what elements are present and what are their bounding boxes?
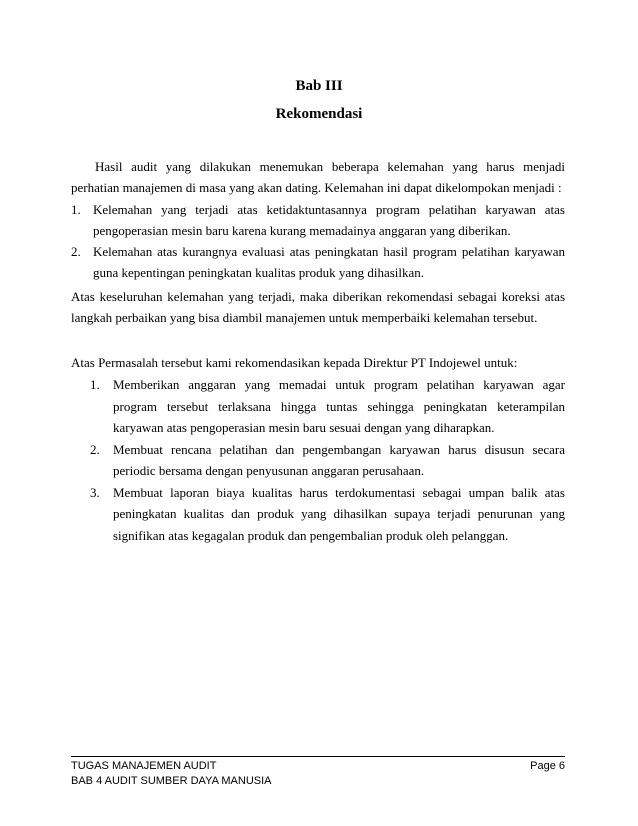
chapter-heading: Bab III bbox=[295, 78, 343, 94]
list-number: 3. bbox=[90, 484, 100, 500]
list-item bbox=[90, 482, 565, 547]
list-item-text: Kelemahan yang terjadi atas ketidaktuntasannya program pelatihan karyawan atas pengoperasian mesin baru karena kurang memadainya anggaran yang diberikan. bbox=[93, 202, 565, 238]
chapter-title: Rekomendasi bbox=[275, 106, 363, 122]
list-number: 2. bbox=[90, 441, 100, 457]
recommendation-intro: Atas Permasalah tersebut kami rekomendasikan kepada Direktur PT Indojewel untuk: bbox=[71, 355, 518, 370]
list-number: 2. bbox=[71, 244, 81, 259]
footer-course-title: TUGAS MANAJEMEN AUDIT bbox=[71, 760, 217, 772]
list-number: 1. bbox=[71, 202, 81, 217]
page-number: Page 6 bbox=[530, 760, 565, 772]
list-item bbox=[90, 374, 565, 439]
list-item-text: Memberikan anggaran yang memadai untuk program pelatihan karyawan agar program tersebut terlaksana hingga tuntas sehingga peningkatan keterampilan karyawan atas pengoperasian mesin baru sesuai dengan yang diharapkan. bbox=[113, 377, 565, 435]
list-item-text: Membuat rencana pelatihan dan pengembangan karyawan harus disusun secara periodic bersama dengan penyusunan anggaran perusahaan. bbox=[113, 441, 565, 478]
list-item bbox=[71, 199, 565, 241]
recommendation-list bbox=[90, 374, 565, 546]
intro-paragraph: Hasil audit yang dilakukan menemukan beberapa kelemahan yang harus menjadi perhatian manajemen di masa yang akan dating. Kelemahan ini dapat dikelompokan menjadi : bbox=[71, 159, 565, 195]
summary-paragraph: Atas keseluruhan kelemahan yang terjadi, maka diberikan rekomendasi sebagai koreksi atas langkah perbaikan yang bisa diambil manajemen untuk memperbaiki kelemahan tersebut. bbox=[71, 289, 565, 325]
weakness-list bbox=[71, 199, 565, 283]
footer-divider bbox=[71, 756, 565, 757]
list-item bbox=[71, 241, 565, 283]
list-item-text: Membuat laporan biaya kualitas harus terdokumentasi sebagai umpan balik atas peningkatan kualitas dan produk yang dihasilkan supaya terjadi penurunan yang signifikan atas kegagalan produk dan pengembalian produk oleh pelanggan. bbox=[113, 484, 565, 543]
footer-chapter-title: BAB 4 AUDIT SUMBER DAYA MANUSIA bbox=[71, 775, 272, 787]
list-number: 1. bbox=[90, 377, 100, 392]
list-item bbox=[90, 439, 565, 482]
list-item-text: Kelemahan atas kurangnya evaluasi atas peningkatan hasil program pelatihan karyawan guna kepentingan peningkatan kualitas produk yang dihasilkan. bbox=[93, 244, 565, 280]
